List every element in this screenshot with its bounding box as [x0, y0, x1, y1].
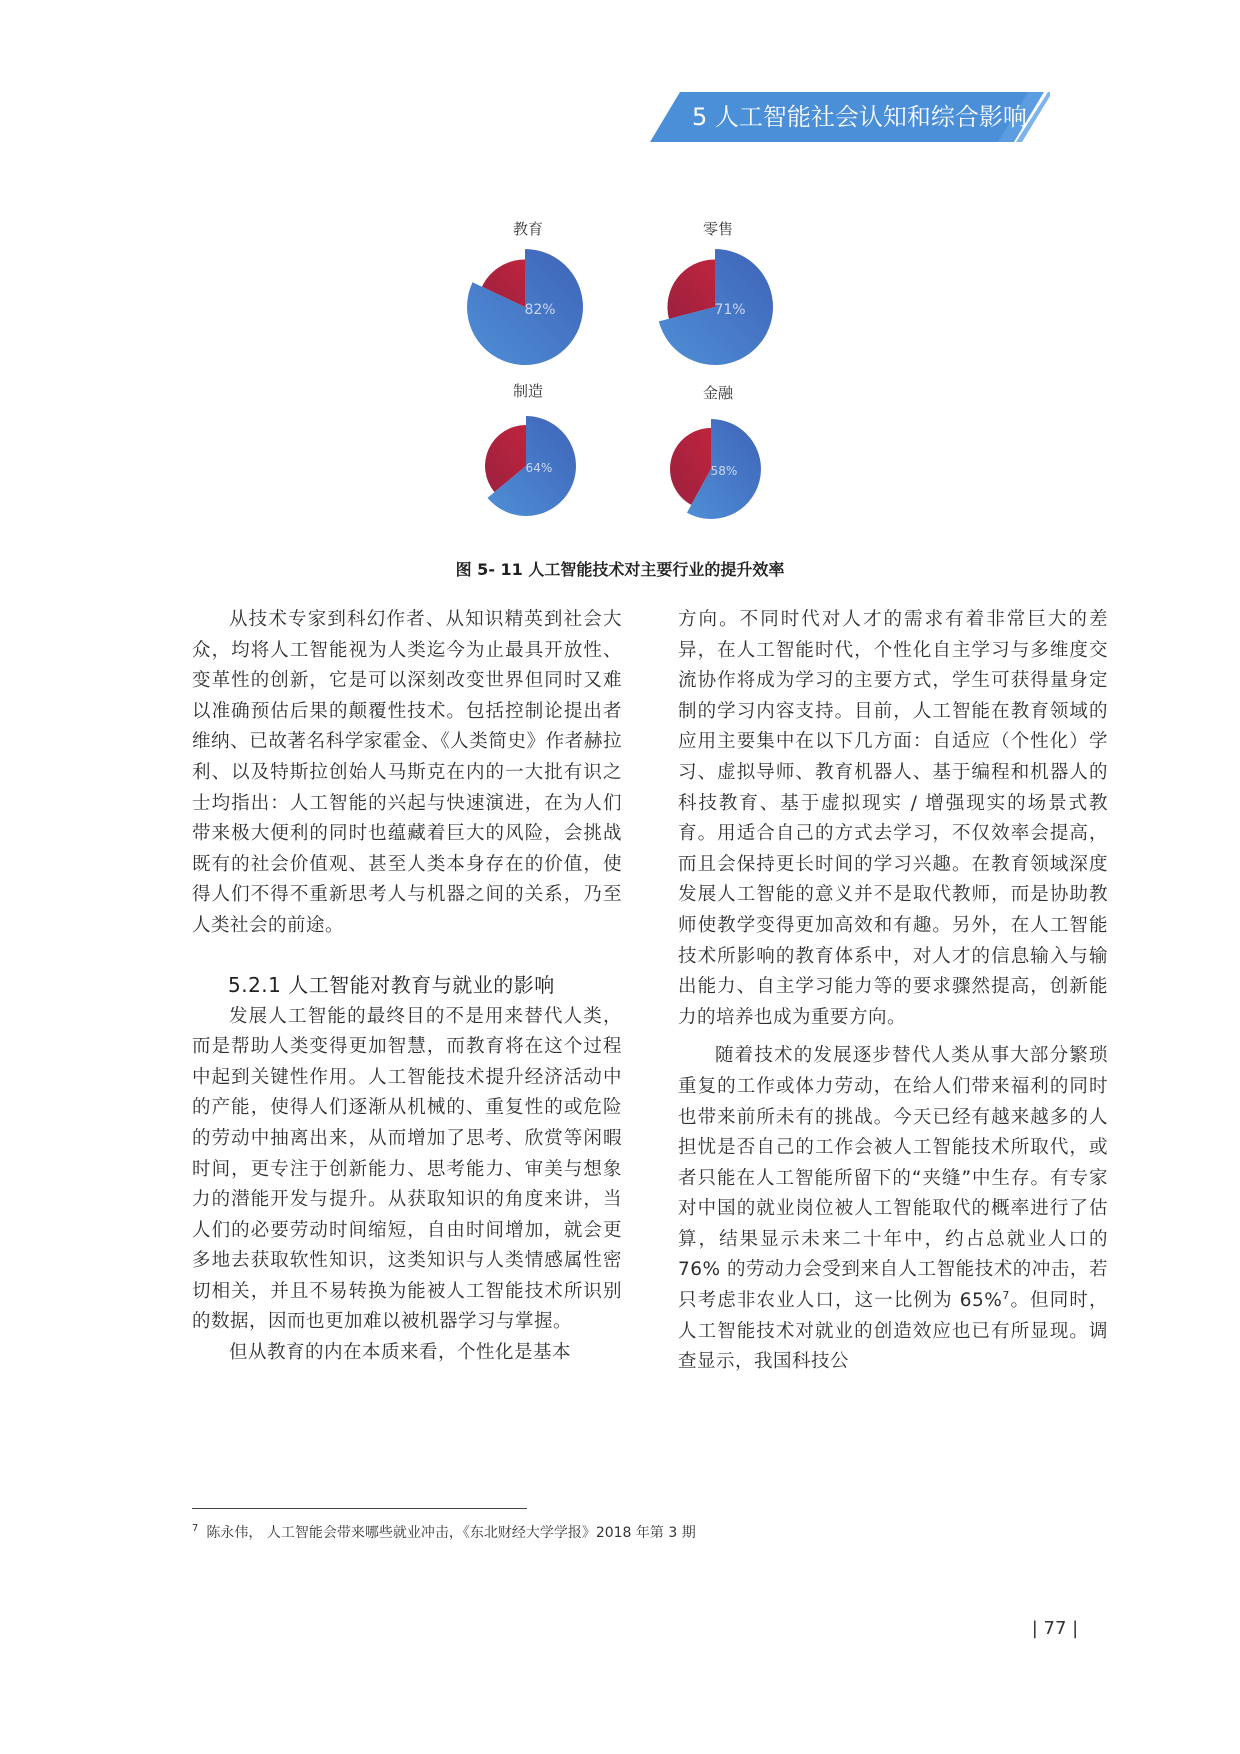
- footnote-mark: 7: [192, 1523, 199, 1535]
- figure-caption: 图 5- 11 人工智能技术对主要行业的提升效率: [455, 560, 785, 579]
- pie-label-manufacturing: 制造: [512, 382, 543, 400]
- right-column: [678, 605, 1108, 1378]
- pie-percent-label: 64%: [525, 461, 553, 476]
- footnote-text: 陈永伟， 人工智能会带来哪些就业冲击，《东北财经大学学报》2018 年第 3 期: [206, 1525, 696, 1541]
- left-column: [192, 605, 622, 1369]
- footnote-reference-7[interactable]: 7: [1002, 1288, 1010, 1302]
- right-paragraph-2-text: 随着技术的发展逐步替代人类从事大部分繁琐重复的工作或体力劳动，在给人们带来福利的同时也带来前所未有的挑战。今天已经有越来越多的人担忧是否自己的工作会被人工智能技术所取代，或者只能在人工智能所留下的“夹缝”中生存。有专家对中国的就业岗位被人工智能取代的概率进行了估算，结果显示未来二十年中，约占总就业人口的 76% 的劳动力会受到来自人工智能技术的冲击，若只考虑非农业人口，这一比例为 65%: [678, 1045, 1108, 1312]
- pie-label-education: 教育: [512, 220, 543, 238]
- section-heading-5-2-1: 5.2.1 人工智能对教育与就业的影响: [228, 972, 555, 997]
- left-paragraph-3: 但从教育的内在本质来看，个性化是基本: [229, 1342, 572, 1364]
- footnote-divider: [192, 1508, 527, 1509]
- left-paragraph-2: 发展人工智能的最终目的不是用来替代人类，而是帮助人类变得更加智慧，而教育将在这个过程中起到关键性作用。人工智能技术提升经济活动中的产能，使得人们逐渐从机械的、重复性的或危险的劳动中抽离出来，从而增加了思考、欣赏等闲暇时间，更专注于创新能力、思考能力、审美与想象力的潜能开发与提升。从获取知识的角度来讲，当人们的必要劳动时间缩短，自由时间增加，就会更多地去获取软性知识，这类知识与人类情感属性密切相关，并且不易转换为能被人工智能技术所识别的数据，因而也更加难以被机器学习与掌握。: [192, 1005, 622, 1333]
- page-number: | 77 |: [1031, 1618, 1079, 1639]
- chapter-title: 5 人工智能社会认知和综合影响: [692, 103, 1027, 131]
- pie-chart-finance: [655, 405, 767, 533]
- pie-chart-retail: [650, 242, 780, 372]
- figure-pie-grid: [450, 210, 820, 550]
- pie-percent-label: 71%: [714, 302, 746, 318]
- left-paragraph-1: 从技术专家到科幻作者、从知识精英到社会大众，均将人工智能视为人类迄今为止最具开放性、变革性的创新，它是可以深刻改变世界但同时又难以准确预估后果的颠覆性技术。包括控制论提出者维纳、已故著名科学家霍金、《人类简史》作者赫拉利、以及特斯拉创始人马斯克在内的一大批有识之士均指出：人工智能的兴起与快速演进，在为人们带来极大便利的同时也蕴藏着巨大的风险，会挑战既有的社会价值观、甚至人类本身存在的价值，使得人们不得不重新思考人与机器之间的关系，乃至人类社会的前途。: [192, 609, 622, 936]
- right-paragraph-2-tail: 。但同时，人工智能技术对就业的创造效应也已有所显现。调查显示，我国科技公: [678, 1290, 1108, 1373]
- footnote: [192, 1522, 696, 1542]
- pie-chart-education: [460, 242, 590, 372]
- right-paragraph-2: [678, 1041, 1108, 1378]
- pie-percent-label: 82%: [524, 302, 556, 318]
- pie-label-retail: 零售: [702, 220, 733, 238]
- pie-percent-label: 58%: [710, 464, 738, 479]
- pie-label-finance: 金融: [702, 384, 733, 402]
- right-paragraph-1: 方向。不同时代对人才的需求有着非常巨大的差异，在人工智能时代，个性化自主学习与多维度交流协作将成为学习的主要方式，学生可获得量身定制的学习内容支持。目前，人工智能在教育领域的应用主要集中在以下几方面：自适应（个性化）学习、虚拟导师、教育机器人、基于编程和机器人的科技教育、基于虚拟现实 / 增强现实的场景式教育。用适合自己的方式去学习，不仅效率会提高，而且会保持更长时间的学习兴趣。在教育领域深度发展人工智能的意义并不是取代教师，而是协助教师使教学变得更加高效和有趣。另外，在人工智能技术所影响的教育体系中，对人才的信息输入与输出能力、自主学习能力等的要求骤然提高，创新能力的培养也成为重要方向。: [678, 609, 1108, 1028]
- pie-chart-manufacturing: [470, 402, 582, 530]
